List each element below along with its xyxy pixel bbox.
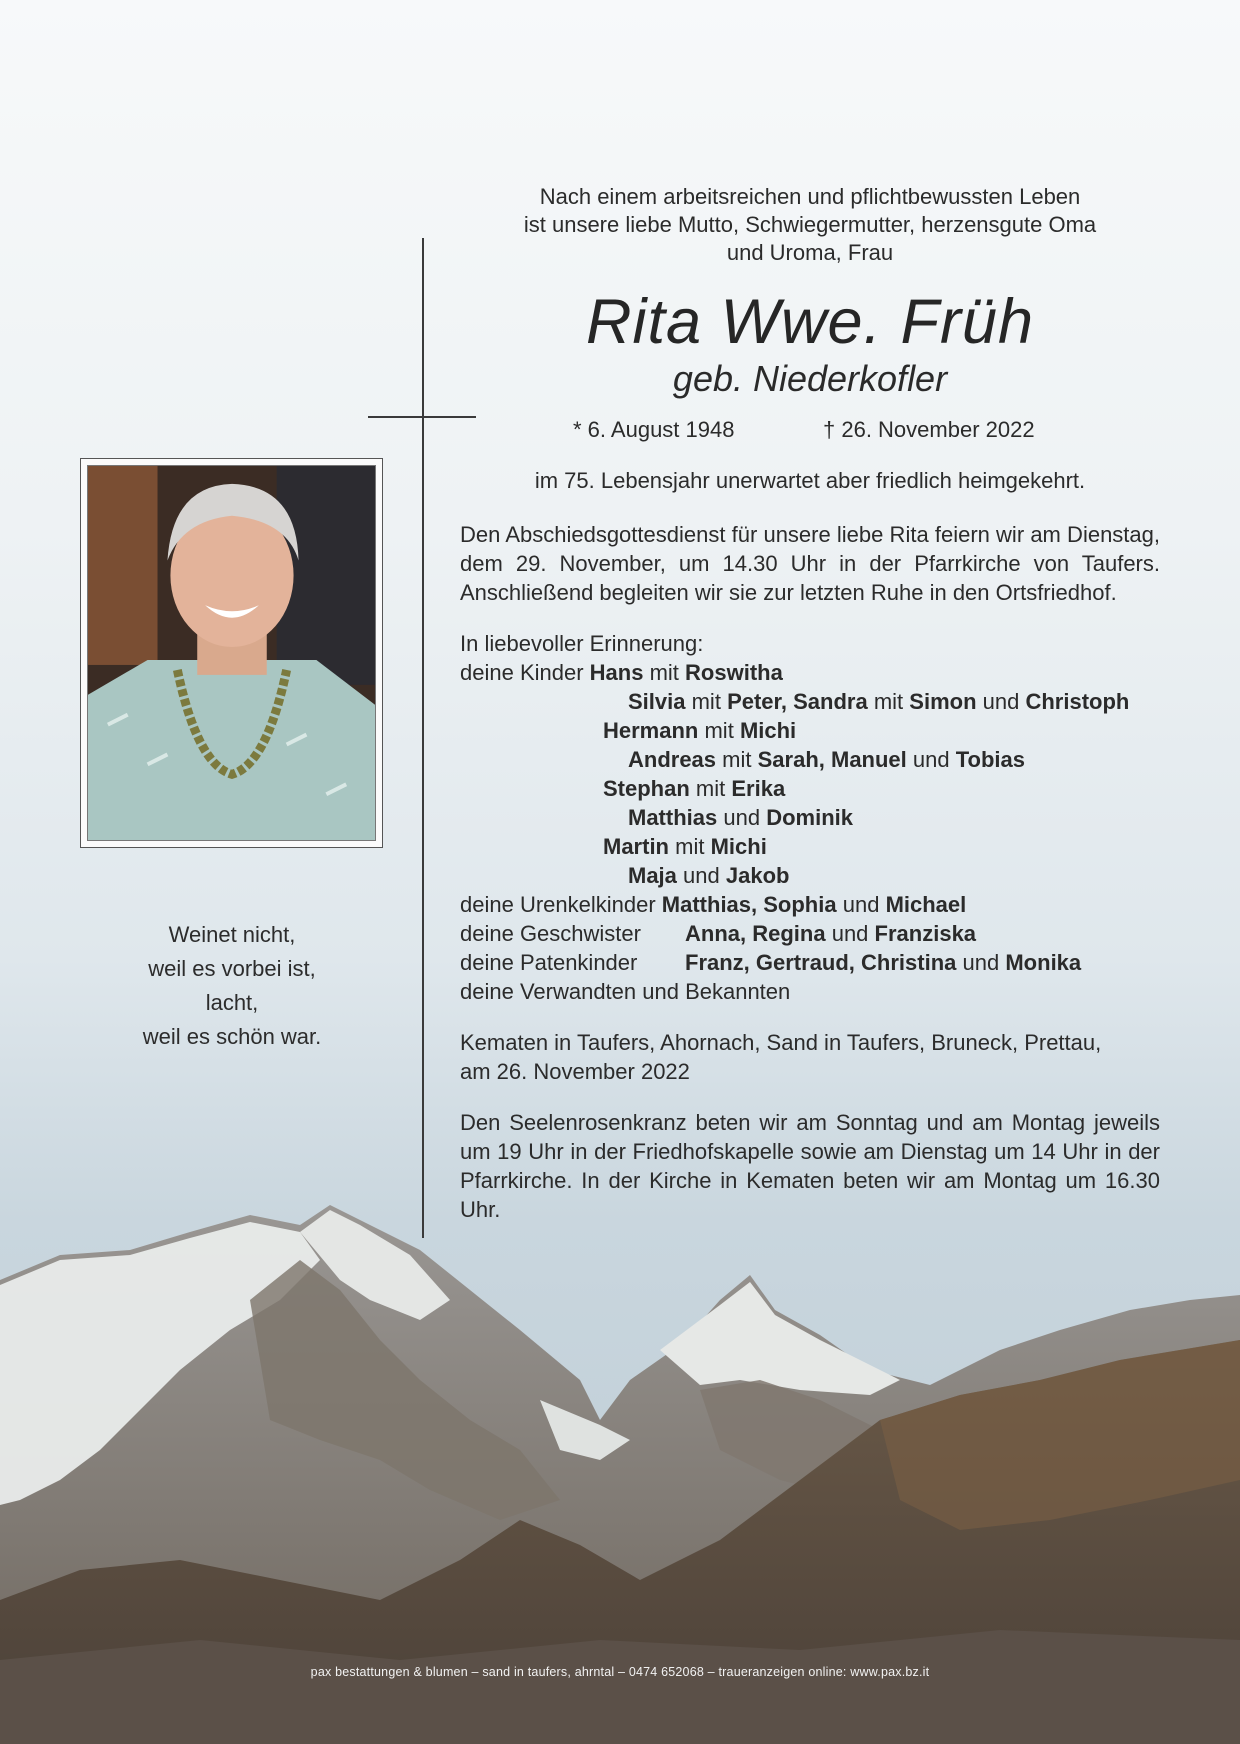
footer-credit: pax bestattungen & blumen – sand in taufers, ahrntal – 0474 652068 – traueranzeigen online: www.pax.bz.it: [310, 1665, 930, 1679]
family-list: [460, 629, 1160, 1006]
deceased-name: Rita Wwe. Früh: [585, 287, 1035, 357]
family-heading: In liebevoller Erinnerung:: [460, 631, 704, 656]
family-row: Andreas mit Sarah, Manuel und Tobias: [628, 747, 1026, 772]
intro-line: ist unsere liebe Mutto, Schwiegermutter, herzensgute Oma: [523, 212, 1097, 237]
poem-line: lacht,: [205, 990, 259, 1015]
family-row: deine Kinder Hans mit Roswitha: [460, 660, 783, 685]
funeral-service-text: Den Abschiedsgottesdienst für unsere liebe Rita feiern wir am Dienstag, dem 29. November, um 14.30 Uhr in der Pfarrkirche von Taufers. Anschließend begleiten wir sie zur letzten Ruhe in den Ortsfriedhof.: [460, 522, 1160, 605]
family-row: Stephan mit Erika: [603, 776, 786, 801]
death-date: † 26. November 2022: [823, 417, 1035, 442]
place-line: Kematen in Taufers, Ahornach, Sand in Taufers, Bruneck, Prettau,: [460, 1030, 1102, 1055]
rosary-text: Den Seelenrosenkranz beten wir am Sonntag und am Montag jeweils um 19 Uhr in der Friedhofskapelle sowie am Dienstag um 14 Uhr in der Pfarrkirche. In der Kirche in Kematen beten wir am Montag um 16.30 Uhr.: [460, 1110, 1160, 1222]
place-and-date: [460, 1028, 1160, 1086]
obituary-text: [460, 183, 1160, 1224]
date-line: am 26. November 2022: [460, 1059, 690, 1084]
birth-date: * 6. August 1948: [573, 417, 735, 442]
life-dates: [460, 417, 1160, 449]
life-note: im 75. Lebensjahr unerwartet aber friedlich heimgekehrt.: [534, 468, 1086, 493]
family-row: Matthias und Dominik: [628, 805, 854, 830]
poem-line: weil es vorbei ist,: [148, 956, 316, 981]
family-row: Silvia mit Peter, Sandra mit Simon und Christoph: [628, 689, 1130, 714]
portrait-frame: [80, 458, 383, 848]
portrait-photo: [87, 465, 376, 841]
intro-line: Nach einem arbeitsreichen und pflichtbewussten Leben: [539, 184, 1081, 209]
family-row: Martin mit Michi: [603, 834, 767, 859]
intro: [460, 183, 1160, 267]
poem-line: Weinet nicht,: [168, 922, 296, 947]
family-relatives: deine Verwandten und Bekannten: [460, 979, 791, 1004]
poem-line: weil es schön war.: [142, 1024, 322, 1049]
family-row: deine Geschwister Anna, Regina und Franziska: [460, 921, 977, 946]
cross-vertical-bar: [422, 238, 424, 1238]
poem: [112, 918, 352, 1054]
family-row: deine Urenkelkinder Matthias, Sophia und Michael: [460, 892, 967, 917]
family-row: Hermann mit Michi: [603, 718, 797, 743]
family-row: deine Patenkinder Franz, Gertraud, Christina und Monika: [460, 950, 1082, 975]
intro-line: und Uroma, Frau: [726, 240, 894, 265]
family-row: Maja und Jakob: [628, 863, 790, 888]
birth-name: geb. Niederkofler: [672, 358, 948, 399]
